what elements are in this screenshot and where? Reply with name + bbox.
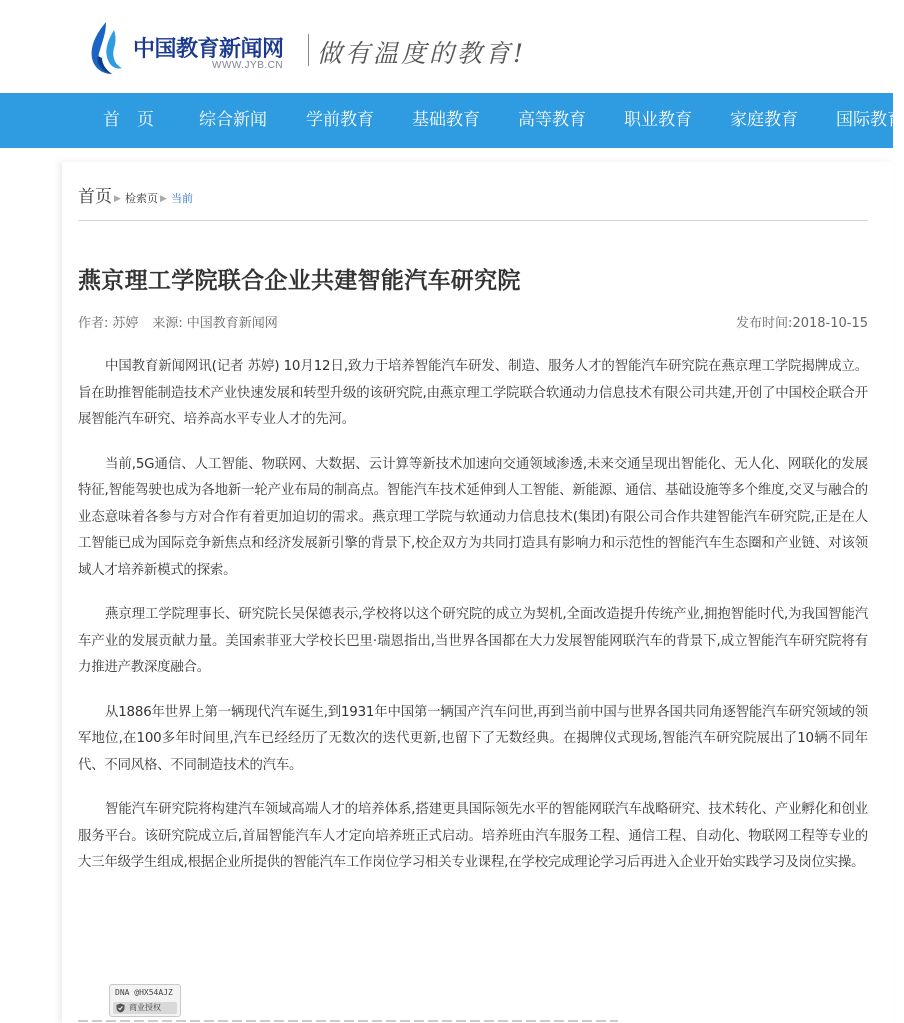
article-meta: [78, 312, 282, 331]
site-slogan: 做有温度的教育!: [317, 39, 527, 68]
publish-date: [736, 312, 868, 331]
shield-check-icon: [116, 1003, 125, 1013]
source-name: 中国教育新闻网: [186, 316, 278, 331]
date-value: 2018-10-15: [792, 316, 868, 331]
nav-item-higher-education[interactable]: 高等教育: [518, 110, 586, 130]
cut-off-text-line: [78, 1018, 618, 1023]
author-name: 苏婷: [112, 316, 139, 331]
article-title: 燕京理工学院联合企业共建智能汽车研究院: [78, 268, 521, 294]
article-paragraph: 中国教育新闻网讯(记者 苏婷) 10月12日,致力于培养智能汽车研发、制造、服务人才的智能汽车研究院在燕京理工学院揭牌成立。旨在助推智能制造技术产业快速发展和转型升级的该研究院,由燕京理工学院联合软通动力信息技术有限公司共建,开创了中国校企联合开展智能汽车研究、培养高水平专业人才的先河。: [78, 359, 868, 427]
chevron-right-icon: ▶: [114, 194, 121, 204]
nav-item-basic-education[interactable]: 基础教育: [412, 110, 480, 130]
nav-item-family[interactable]: 家庭教育: [730, 110, 798, 130]
article-paragraph: 智能汽车研究院将构建汽车领域高端人才的培养体系,搭建更具国际领先水平的智能网联汽车战略研究、技术转化、产业孵化和创业服务平台。该研究院成立后,首届智能汽车人才定向培养班正式启动。培养班由汽车服务工程、通信工程、自动化、物联网工程等专业的大三年级学生组成,根据企业所提供的智能汽车工作岗位学习相关专业课程,在学校完成理论学习后再进入企业开始实践学习及岗位实操。: [78, 802, 868, 870]
breadcrumb-search[interactable]: 检索页: [125, 192, 158, 205]
source-label: 来源:: [152, 316, 183, 331]
chevron-right-icon: ▶: [160, 194, 167, 204]
breadcrumb-home[interactable]: 首页: [78, 187, 112, 207]
site-logo[interactable]: [86, 20, 556, 76]
nav-item-home[interactable]: 首 页: [103, 110, 154, 130]
license-bar: [113, 1002, 177, 1014]
breadcrumb-current: 当前: [171, 192, 193, 205]
nav-item-general-news[interactable]: 综合新闻: [199, 110, 267, 130]
main-nav: [0, 93, 904, 148]
flame-logo-icon: [86, 20, 128, 76]
nav-item-international[interactable]: 国际教育: [836, 110, 904, 130]
article-paragraph: 燕京理工学院理事长、研究院长吴保德表示,学校将以这个研究院的成立为契机,全面改造提升传统产业,拥抱智能时代,为我国智能汽车产业的发展贡献力量。美国索菲亚大学校长巴里·瑞恩指出,当世界各国都在大力发展智能网联汽车的背景下,成立智能汽车研究院将有力推进产教深度融合。: [78, 607, 868, 675]
article-body: [78, 354, 868, 895]
site-url: WWW.JYB.CN: [212, 60, 284, 71]
article-paragraph: 从1886年世界上第一辆现代汽车诞生,到1931年中国第一辆国产汽车问世,再到当前中国与世界各国共同角逐智能汽车研究领域的领军地位,在100多年时间里,汽车已经经历了无数次的迭代更新,也留下了无数经典。在揭牌仪式现场,智能汽车研究院展出了10辆不同年代、不同风格、不同制造技术的汽车。: [78, 704, 868, 773]
nav-item-vocational[interactable]: 职业教育: [624, 110, 692, 130]
logo-divider: [308, 34, 309, 66]
site-header: [0, 0, 893, 93]
dna-license-badge[interactable]: [109, 984, 181, 1017]
author-label: 作者:: [78, 316, 109, 331]
nav-item-preschool[interactable]: 学前教育: [306, 110, 374, 130]
license-text: 商业授权: [129, 1003, 161, 1012]
breadcrumb-divider: [78, 220, 868, 221]
date-label: 发布时间:: [736, 316, 793, 331]
article-paragraph: 当前,5G通信、人工智能、物联网、大数据、云计算等新技术加速向交通领域渗透,未来交通呈现出智能化、无人化、网联化的发展特征,智能驾驶也成为各地新一轮产业布局的制高点。智能汽车技术延伸到人工智能、新能源、通信、基础设施等多个维度,交叉与融合的业态意味着各参与方对合作有着更加迫切的需求。燕京理工学院与软通动力信息技术(集团)有限公司合作共建智能汽车研究院,正是在人工智能已成为国际竞争新焦点和经济发展新引擎的背景下,校企双方为共同打造具有影响力和示范性的智能汽车生态圈和产业链、对该领域人才培养新模式的探索。: [78, 456, 868, 578]
dna-code: DNA @HX54AJZ: [115, 988, 173, 997]
site-name: 中国教育新闻网: [133, 36, 284, 62]
breadcrumb: [78, 182, 193, 206]
